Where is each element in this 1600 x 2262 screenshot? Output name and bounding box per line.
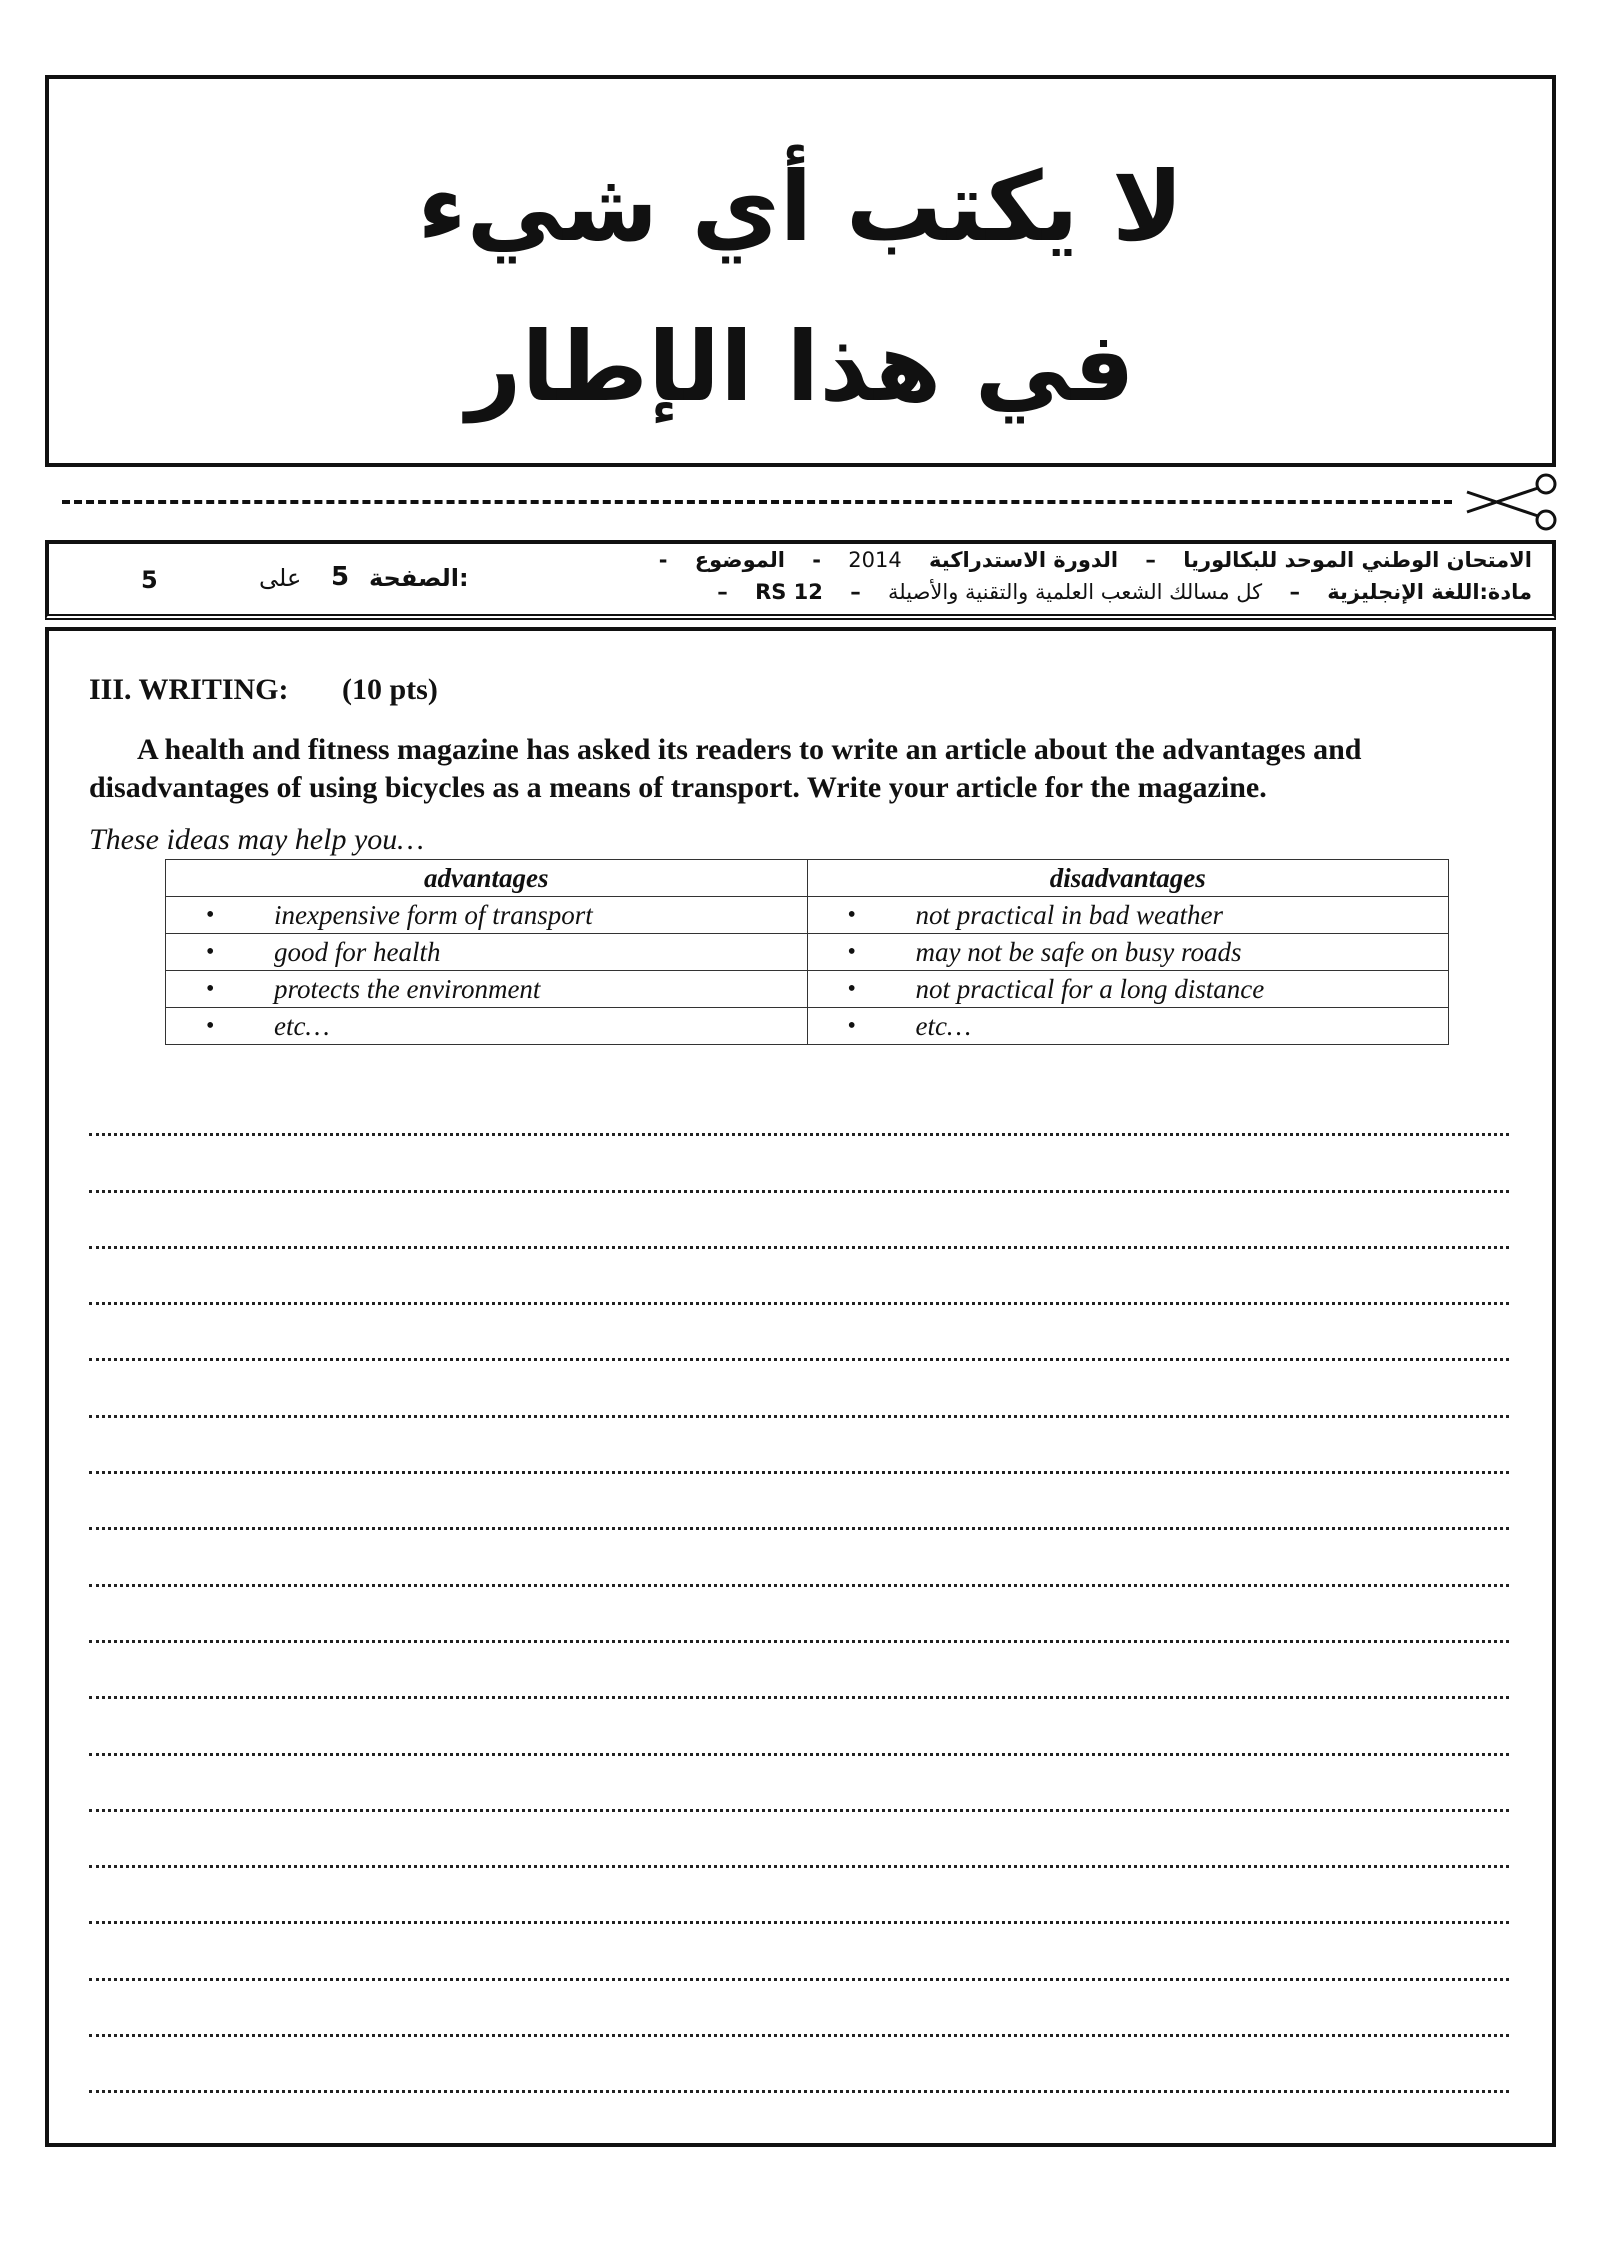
- answer-line[interactable]: [89, 1193, 1509, 1249]
- answer-line[interactable]: [89, 1643, 1509, 1699]
- disadvantages-header: disadvantages: [807, 860, 1449, 897]
- answer-line[interactable]: [89, 1587, 1509, 1643]
- bullet-icon: •: [847, 976, 856, 1002]
- table-row: [166, 897, 1449, 934]
- answer-line[interactable]: [89, 1981, 1509, 2037]
- answer-line[interactable]: [89, 1699, 1509, 1755]
- exam-code: RS 12: [755, 580, 823, 604]
- page-of-word: على: [259, 564, 302, 592]
- answer-line[interactable]: [89, 1136, 1509, 1192]
- advantage-item: protects the environment: [274, 974, 541, 1004]
- advantage-item: good for health: [274, 937, 441, 967]
- writing-prompt: A health and fitness magazine has asked its readers to write an article about the advantages and disadvantages of using bicycles as a means of transport. Write your article for the magazine.: [89, 733, 1362, 804]
- bullet-icon: •: [206, 976, 215, 1002]
- exam-year: 2014: [848, 548, 902, 572]
- section-heading: III. WRITING:: [89, 673, 289, 706]
- answer-line[interactable]: [89, 1756, 1509, 1812]
- disadvantage-item: not practical in bad weather: [915, 900, 1223, 930]
- answer-lines[interactable]: [89, 1080, 1509, 2093]
- subject-label: الموضوع: [694, 548, 785, 572]
- exam-name: الامتحان الوطني الموحد للبكالوريا: [1183, 548, 1532, 572]
- section-title: [89, 673, 438, 707]
- answer-line[interactable]: [89, 1924, 1509, 1980]
- writing-section: [45, 627, 1556, 2147]
- subject-name: مادة:اللغة الإنجليزية: [1327, 580, 1532, 604]
- advantages-header: advantages: [166, 860, 808, 897]
- answer-line[interactable]: [89, 1868, 1509, 1924]
- table-row: [166, 934, 1449, 971]
- ideas-header-row: [166, 860, 1449, 897]
- cut-line: [62, 500, 1452, 504]
- answer-line[interactable]: [89, 1418, 1509, 1474]
- answer-line[interactable]: [89, 1474, 1509, 1530]
- bullet-icon: •: [206, 1013, 215, 1039]
- no-write-line-2: في هذا الإطار: [466, 311, 1135, 423]
- page-label: الصفحة:: [369, 564, 469, 592]
- branches: كل مسالك الشعب العلمية والتقنية والأصيلة: [888, 580, 1263, 604]
- exam-header-line-1: الامتحان الوطني الموحد للبكالوريا – الدورة الاستدراكية 2014 - الموضوع -: [658, 548, 1532, 572]
- answer-line[interactable]: [89, 1080, 1509, 1136]
- disadvantage-item: may not be safe on busy roads: [915, 937, 1242, 967]
- answer-line[interactable]: [89, 1812, 1509, 1868]
- ideas-hint: These ideas may help you…: [89, 823, 424, 856]
- answer-line[interactable]: [89, 1361, 1509, 1417]
- disadvantage-item: not practical for a long distance: [915, 974, 1265, 1004]
- scissors-icon: [1452, 470, 1562, 534]
- table-row: [166, 971, 1449, 1008]
- answer-line[interactable]: [89, 1530, 1509, 1586]
- answer-line[interactable]: [89, 1305, 1509, 1361]
- bullet-icon: •: [847, 1013, 856, 1039]
- table-row: [166, 1008, 1449, 1045]
- exam-header-line-2: مادة:اللغة الإنجليزية – كل مسالك الشعب العلمية والتقنية والأصيلة – RS 12 –: [717, 580, 1532, 604]
- exam-session: الدورة الاستدراكية: [929, 548, 1119, 572]
- exam-header: [45, 540, 1556, 620]
- bullet-icon: •: [847, 939, 856, 965]
- bullet-icon: •: [206, 939, 215, 965]
- page-number: 5: [331, 562, 350, 592]
- section-points: (10 pts): [342, 673, 438, 706]
- advantage-item: inexpensive form of transport: [274, 900, 593, 930]
- no-write-line-1: لا يكتب أي شيء: [417, 151, 1184, 263]
- bullet-icon: •: [206, 902, 215, 928]
- answer-line[interactable]: [89, 1249, 1509, 1305]
- disadvantage-item: etc…: [915, 1011, 971, 1041]
- no-write-box: [45, 75, 1556, 467]
- bullet-icon: •: [847, 902, 856, 928]
- advantage-item: etc…: [274, 1011, 330, 1041]
- answer-line[interactable]: [89, 2037, 1509, 2093]
- ideas-table: [165, 859, 1449, 1045]
- page-total: 5: [141, 566, 158, 594]
- page-indicator: [49, 544, 469, 614]
